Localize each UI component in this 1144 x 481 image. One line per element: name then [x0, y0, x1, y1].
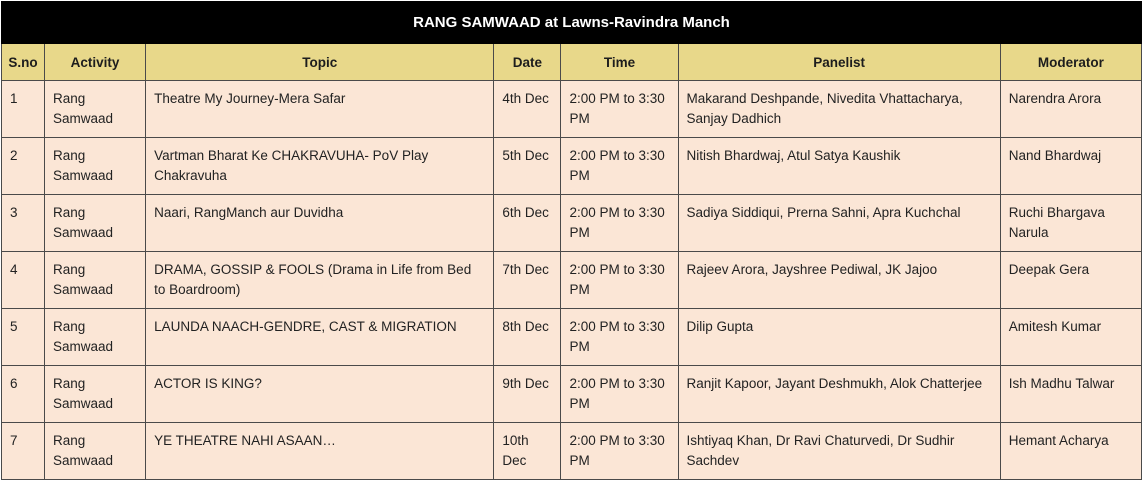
cell-activity: Rang Samwaad	[45, 252, 146, 309]
table-row	[2, 252, 1142, 309]
cell-time: 2:00 PM to 3:30 PM	[561, 309, 678, 366]
cell-date: 9th Dec	[494, 366, 561, 423]
cell-panelist: Rajeev Arora, Jayshree Pediwal, JK Jajoo	[678, 252, 1000, 309]
cell-moderator: Narendra Arora	[1000, 81, 1141, 138]
cell-time: 2:00 PM to 3:30 PM	[561, 195, 678, 252]
cell-time: 2:00 PM to 3:30 PM	[561, 252, 678, 309]
cell-topic: Vartman Bharat Ke CHAKRAVUHA- PoV Play Chakravuha	[146, 138, 494, 195]
header-date: Date	[494, 44, 561, 81]
header-topic: Topic	[146, 44, 494, 81]
cell-activity: Rang Samwaad	[45, 195, 146, 252]
header-time: Time	[561, 44, 678, 81]
cell-date: 8th Dec	[494, 309, 561, 366]
cell-moderator: Ish Madhu Talwar	[1000, 366, 1141, 423]
cell-date: 5th Dec	[494, 138, 561, 195]
cell-topic: DRAMA, GOSSIP & FOOLS (Drama in Life from Bed to Boardroom)	[146, 252, 494, 309]
cell-moderator: Deepak Gera	[1000, 252, 1141, 309]
cell-date: 7th Dec	[494, 252, 561, 309]
cell-activity: Rang Samwaad	[45, 138, 146, 195]
cell-sno: 6	[2, 366, 45, 423]
cell-topic: Naari, RangManch aur Duvidha	[146, 195, 494, 252]
cell-sno: 3	[2, 195, 45, 252]
header-panelist: Panelist	[678, 44, 1000, 81]
table-body	[2, 81, 1142, 480]
cell-topic: LAUNDA NAACH-GENDRE, CAST & MIGRATION	[146, 309, 494, 366]
table-row	[2, 195, 1142, 252]
table-row	[2, 81, 1142, 138]
cell-date: 6th Dec	[494, 195, 561, 252]
header-moderator: Moderator	[1000, 44, 1141, 81]
cell-panelist: Nitish Bhardwaj, Atul Satya Kaushik	[678, 138, 1000, 195]
cell-sno: 7	[2, 423, 45, 480]
table-row	[2, 423, 1142, 480]
cell-time: 2:00 PM to 3:30 PM	[561, 366, 678, 423]
cell-moderator: Nand Bhardwaj	[1000, 138, 1141, 195]
cell-moderator: Ruchi Bhargava Narula	[1000, 195, 1141, 252]
cell-panelist: Sadiya Siddiqui, Prerna Sahni, Apra Kuchchal	[678, 195, 1000, 252]
table-title: RANG SAMWAAD at Lawns-Ravindra Manch	[2, 2, 1142, 44]
cell-topic: Theatre My Journey-Mera Safar	[146, 81, 494, 138]
header-sno: S.no	[2, 44, 45, 81]
cell-sno: 2	[2, 138, 45, 195]
cell-topic: ACTOR IS KING?	[146, 366, 494, 423]
cell-sno: 4	[2, 252, 45, 309]
table-row	[2, 366, 1142, 423]
cell-panelist: Makarand Deshpande, Nivedita Vhattacharya, Sanjay Dadhich	[678, 81, 1000, 138]
cell-date: 10th Dec	[494, 423, 561, 480]
cell-panelist: Ishtiyaq Khan, Dr Ravi Chaturvedi, Dr Sudhir Sachdev	[678, 423, 1000, 480]
cell-moderator: Hemant Acharya	[1000, 423, 1141, 480]
header-activity: Activity	[45, 44, 146, 81]
cell-sno: 5	[2, 309, 45, 366]
cell-topic: YE THEATRE NAHI ASAAN…	[146, 423, 494, 480]
table-row	[2, 138, 1142, 195]
cell-time: 2:00 PM to 3:30 PM	[561, 423, 678, 480]
table-title-row	[2, 2, 1142, 44]
cell-activity: Rang Samwaad	[45, 81, 146, 138]
cell-activity: Rang Samwaad	[45, 423, 146, 480]
cell-sno: 1	[2, 81, 45, 138]
schedule-table	[1, 1, 1142, 480]
cell-activity: Rang Samwaad	[45, 366, 146, 423]
cell-panelist: Dilip Gupta	[678, 309, 1000, 366]
cell-time: 2:00 PM to 3:30 PM	[561, 81, 678, 138]
cell-panelist: Ranjit Kapoor, Jayant Deshmukh, Alok Chatterjee	[678, 366, 1000, 423]
cell-time: 2:00 PM to 3:30 PM	[561, 138, 678, 195]
table-row	[2, 309, 1142, 366]
cell-activity: Rang Samwaad	[45, 309, 146, 366]
cell-moderator: Amitesh Kumar	[1000, 309, 1141, 366]
cell-date: 4th Dec	[494, 81, 561, 138]
header-row	[2, 44, 1142, 81]
